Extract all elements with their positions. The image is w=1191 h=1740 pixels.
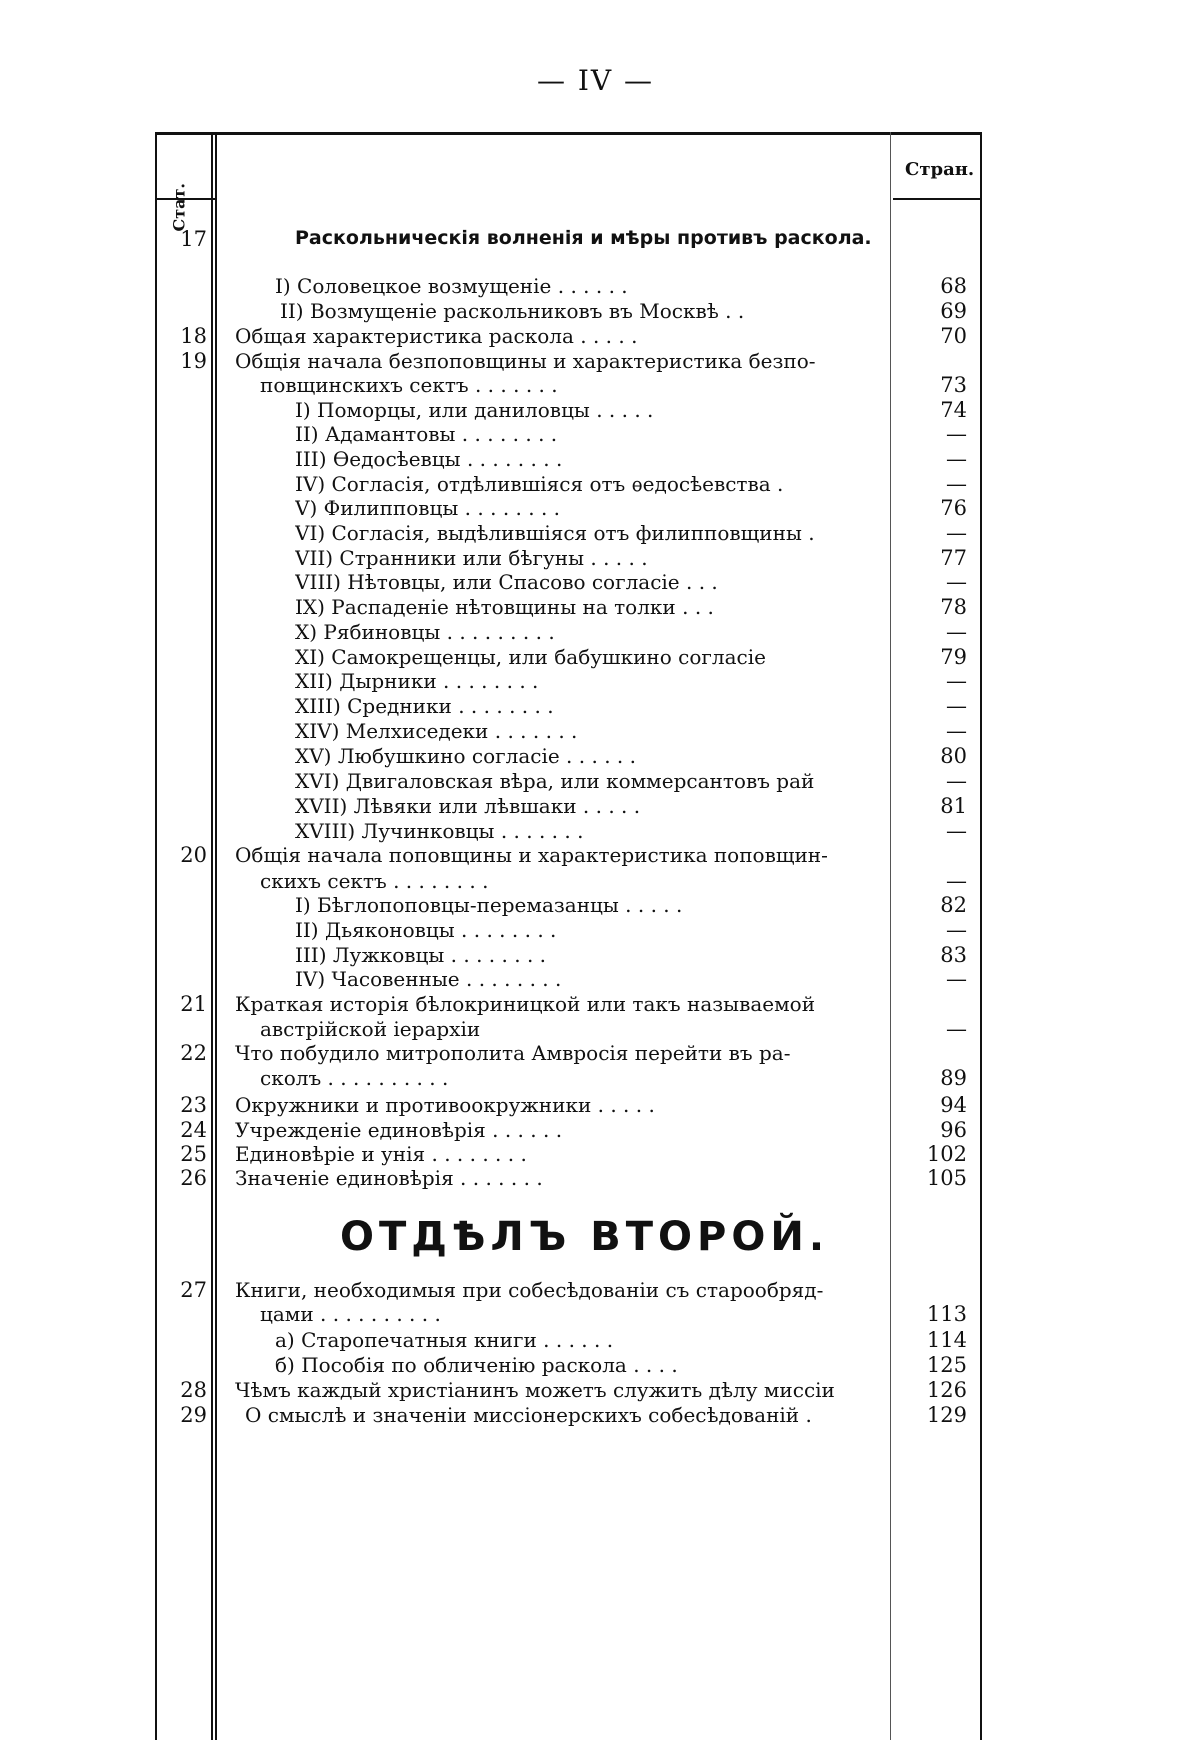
- entry-title: Единовѣріе и унія . . . . . . . .: [235, 1142, 527, 1166]
- entry-title: VI) Согласія, выдѣлившіяся отъ филипповщины .: [295, 521, 815, 545]
- toc-entry: [155, 620, 982, 645]
- page-ref: 68: [940, 274, 967, 298]
- entry-title: V) Филипповцы . . . . . . . .: [295, 496, 561, 520]
- article-number: 29: [180, 1403, 207, 1427]
- page-ref: 82: [940, 893, 967, 917]
- toc-entry: [155, 447, 982, 472]
- page-ref: 114: [926, 1328, 967, 1352]
- toc-entry: [155, 349, 982, 374]
- article-number: 20: [180, 843, 207, 867]
- toc-entry: [155, 1118, 982, 1143]
- entry-title: III) Ѳедосѣевцы . . . . . . . .: [295, 447, 563, 471]
- entry-title: О смыслѣ и значеніи миссіонерскихъ собесѣдованій .: [245, 1403, 812, 1427]
- page-ref: 73: [940, 373, 967, 397]
- toc-entry: [155, 1328, 982, 1353]
- toc-entry: [155, 398, 982, 423]
- toc-entry: [155, 1378, 982, 1403]
- entry-title: повщинскихъ сектъ . . . . . . .: [260, 373, 558, 397]
- table-top-rule: [155, 132, 982, 135]
- entry-title: Общія начала безпоповщины и характеристика безпо-: [235, 349, 816, 373]
- entry-title: Книги, необходимыя при собесѣдованіи съ старообряд-: [235, 1278, 824, 1302]
- page-ref: —: [946, 819, 967, 843]
- page-ref: 83: [940, 943, 967, 967]
- toc-entry: [155, 299, 982, 324]
- toc-entry: [155, 843, 982, 868]
- toc-entry: [155, 1278, 982, 1303]
- toc-entry: [155, 967, 982, 992]
- column-header-article: Стат.: [169, 183, 189, 232]
- page-ref: —: [946, 669, 967, 693]
- page-ref: —: [946, 570, 967, 594]
- entry-title: а) Старопечатныя книги . . . . . .: [275, 1328, 614, 1352]
- page-ref: 129: [926, 1403, 967, 1427]
- page-ref: 77: [940, 546, 967, 570]
- entry-title: IV) Часовенные . . . . . . . .: [295, 967, 562, 991]
- toc-entry: [155, 943, 982, 968]
- page-ref: —: [946, 521, 967, 545]
- page-ref: 81: [940, 794, 967, 818]
- entry-title: I) Бѣглопоповцы-перемазанцы . . . . .: [295, 893, 683, 917]
- page-ref: 76: [940, 496, 967, 520]
- entry-title: II) Возмущеніе раскольниковъ въ Москвѣ . .: [280, 299, 745, 323]
- entry-title: Чѣмъ каждый христіанинъ можетъ служить дѣлу миссіи: [235, 1378, 835, 1402]
- entry-title: Значеніе единовѣрія . . . . . . .: [235, 1166, 543, 1190]
- article-number: 25: [180, 1142, 207, 1166]
- entry-title: I) Соловецкое возмущеніе . . . . . .: [275, 274, 628, 298]
- chapter-heading: Раскольническія волненія и мѣры противъ раскола.: [295, 227, 872, 249]
- page-ref: 70: [940, 324, 967, 348]
- page-ref: 126: [926, 1378, 967, 1402]
- entry-title: Что побудило митрополита Амвросія перейти въ ра-: [235, 1041, 791, 1065]
- toc-entry: [155, 373, 982, 398]
- page-ref: —: [946, 422, 967, 446]
- entry-title: I) Поморцы, или даниловцы . . . . .: [295, 398, 654, 422]
- entry-title: Учрежденіе единовѣрія . . . . . .: [235, 1118, 563, 1142]
- toc-table: [155, 132, 982, 1740]
- page-ref: —: [946, 918, 967, 942]
- entry-title: XIV) Мелхиседеки . . . . . . .: [295, 719, 578, 743]
- article-number: 26: [180, 1166, 207, 1190]
- toc-entry: [155, 769, 982, 794]
- article-number: 18: [180, 324, 207, 348]
- page-ref: 94: [940, 1093, 967, 1117]
- toc-entry: [155, 595, 982, 620]
- toc-entry: [155, 1041, 982, 1066]
- page-ref: —: [946, 769, 967, 793]
- page-ref: 105: [926, 1166, 967, 1190]
- toc-entry: [155, 472, 982, 497]
- page-ref: —: [946, 869, 967, 893]
- toc-entry: [155, 1353, 982, 1378]
- toc-entry: [155, 1403, 982, 1428]
- entry-title: сколъ . . . . . . . . . .: [260, 1066, 449, 1090]
- page-ref: —: [946, 620, 967, 644]
- page-ref: 69: [940, 299, 967, 323]
- entry-title: XV) Любушкино согласіе . . . . . .: [295, 744, 636, 768]
- column-header-page: Стран.: [905, 159, 975, 180]
- toc-entry: [155, 694, 982, 719]
- toc-entry: [155, 422, 982, 447]
- entry-title: XI) Самокрещенцы, или бабушкино согласіе: [295, 645, 766, 669]
- entry-title: XVIII) Лучинковцы . . . . . . .: [295, 819, 584, 843]
- page-ref: 89: [940, 1066, 967, 1090]
- entry-title: II) Адамантовы . . . . . . . .: [295, 422, 558, 446]
- article-number: 21: [180, 992, 207, 1016]
- article-number: 27: [180, 1278, 207, 1302]
- toc-entry: [155, 570, 982, 595]
- toc-entry: [155, 1302, 982, 1327]
- entry-title: II) Дьяконовцы . . . . . . . .: [295, 918, 557, 942]
- toc-entry: [155, 1017, 982, 1042]
- page-ref: 79: [940, 645, 967, 669]
- page-ref: —: [946, 719, 967, 743]
- toc-entry: [155, 227, 982, 252]
- entry-title: IV) Согласія, отдѣлившіяся отъ ѳедосѣевства .: [295, 472, 784, 496]
- toc-entry: [155, 496, 982, 521]
- toc-entry: [155, 1066, 982, 1091]
- toc-entry: [155, 869, 982, 894]
- article-number: 17: [180, 227, 207, 251]
- toc-entry: [155, 893, 982, 918]
- page-ref: 78: [940, 595, 967, 619]
- toc-entry: [155, 1142, 982, 1167]
- article-number: 23: [180, 1093, 207, 1117]
- toc-entry: [155, 992, 982, 1017]
- toc-entry: [155, 1093, 982, 1118]
- page-ref: 125: [926, 1353, 967, 1377]
- entry-title: Общая характеристика раскола . . . . .: [235, 324, 638, 348]
- entry-title: VII) Странники или бѣгуны . . . . .: [295, 546, 648, 570]
- entry-title: скихъ сектъ . . . . . . . .: [260, 869, 489, 893]
- article-number: 19: [180, 349, 207, 373]
- toc-entry: [155, 521, 982, 546]
- article-number: 22: [180, 1041, 207, 1065]
- entry-title: XII) Дырники . . . . . . . .: [295, 669, 539, 693]
- toc-entry: [155, 744, 982, 769]
- header-rule-right: [893, 198, 982, 200]
- entry-title: австрійской іерархіи: [260, 1017, 481, 1041]
- toc-entry: [155, 645, 982, 670]
- entry-title: XVI) Двигаловская вѣра, или коммерсантовъ рай: [295, 769, 815, 793]
- toc-entry: [155, 324, 982, 349]
- page-ref: 113: [926, 1302, 967, 1326]
- entry-title: Общія начала поповщины и характеристика поповщин-: [235, 843, 828, 867]
- page-ref: —: [946, 694, 967, 718]
- article-number: 28: [180, 1378, 207, 1402]
- section-title: ОТДѢЛЪ ВТОРОЙ.: [340, 1214, 830, 1260]
- page-ref: 96: [940, 1118, 967, 1142]
- page-ref: 80: [940, 744, 967, 768]
- page-ref: 102: [926, 1142, 967, 1166]
- page-ref: 74: [940, 398, 967, 422]
- toc-entry: [155, 719, 982, 744]
- entry-title: цами . . . . . . . . . .: [260, 1302, 441, 1326]
- page-ref: —: [946, 967, 967, 991]
- toc-entry: [155, 669, 982, 694]
- toc-entry: [155, 546, 982, 571]
- page-ref: —: [946, 1017, 967, 1041]
- entry-title: VIII) Нѣтовцы, или Спасово согласіе . . .: [295, 570, 718, 594]
- toc-entry: [155, 918, 982, 943]
- page-ref: —: [946, 447, 967, 471]
- toc-entry: [155, 819, 982, 844]
- toc-entry: [155, 794, 982, 819]
- entry-title: IX) Распаденіе нѣтовщины на толки . . .: [295, 595, 714, 619]
- entry-title: X) Рябиновцы . . . . . . . . .: [295, 620, 555, 644]
- page-ref: —: [946, 472, 967, 496]
- entry-title: XIII) Средники . . . . . . . .: [295, 694, 554, 718]
- entry-title: Краткая исторія бѣлокриницкой или такъ называемой: [235, 992, 816, 1016]
- toc-entry: [155, 1166, 982, 1191]
- entry-title: XVII) Лѣвяки или лѣвшаки . . . . .: [295, 794, 641, 818]
- page-number: — IV —: [536, 64, 655, 97]
- toc-entry: [155, 274, 982, 299]
- entry-title: б) Пособія по обличенію раскола . . . .: [275, 1353, 678, 1377]
- entry-title: III) Лужковцы . . . . . . . .: [295, 943, 547, 967]
- entry-title: Окружники и противоокружники . . . . .: [235, 1093, 655, 1117]
- article-number: 24: [180, 1118, 207, 1142]
